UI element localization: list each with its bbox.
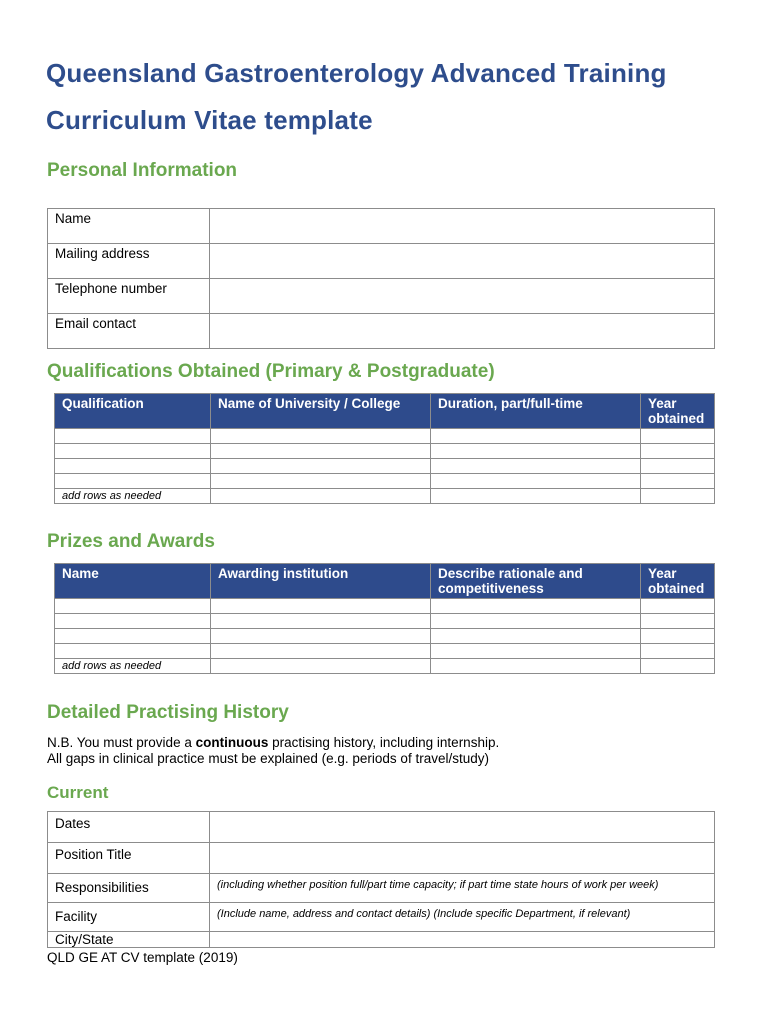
current-heading: Current <box>47 783 109 802</box>
table-row <box>48 279 715 314</box>
table-header-row <box>55 394 715 429</box>
table-cell[interactable] <box>431 459 641 474</box>
table-cell[interactable] <box>641 459 715 474</box>
table-row <box>55 459 715 474</box>
column-header: Year obtained <box>641 564 715 599</box>
history-note-text: N.B. You must provide a <box>47 735 196 750</box>
column-header: Duration, part/full-time <box>431 394 641 429</box>
table-cell[interactable] <box>431 629 641 644</box>
field-label: Mailing address <box>48 244 210 279</box>
document-subtitle: Curriculum Vitae template <box>46 105 373 135</box>
table-cell[interactable] <box>431 644 641 659</box>
mailing-address-field[interactable] <box>210 244 715 279</box>
history-note-emphasis: continuous <box>195 735 269 750</box>
table-cell[interactable] <box>55 444 211 459</box>
table-cell[interactable] <box>431 599 641 614</box>
column-header: Year obtained <box>641 394 715 429</box>
document-title: Queensland Gastroenterology Advanced Training <box>46 58 667 88</box>
table-row <box>48 932 715 948</box>
table-row <box>48 874 715 903</box>
table-row <box>55 474 715 489</box>
personal-information-heading: Personal Information <box>47 160 238 181</box>
add-rows-note: add rows as needed <box>55 659 211 674</box>
column-header: Qualification <box>55 394 211 429</box>
table-cell[interactable] <box>641 474 715 489</box>
table-row <box>55 429 715 444</box>
table-cell[interactable] <box>55 459 211 474</box>
qualifications-table <box>54 393 715 504</box>
add-rows-note: add rows as needed <box>55 489 211 504</box>
column-header: Name <box>55 564 211 599</box>
table-cell[interactable] <box>641 444 715 459</box>
prizes-heading: Prizes and Awards <box>47 531 215 552</box>
table-row <box>48 314 715 349</box>
current-position-table <box>47 811 715 948</box>
table-cell[interactable] <box>211 474 431 489</box>
facility-field[interactable]: (Include name, address and contact details) (Include specific Department, if relevant) <box>210 903 715 932</box>
history-note <box>47 735 499 767</box>
table-cell[interactable] <box>431 444 641 459</box>
table-row <box>48 843 715 874</box>
column-header: Describe rationale and competitiveness <box>431 564 641 599</box>
prizes-table <box>54 563 715 674</box>
table-row <box>55 644 715 659</box>
table-cell[interactable] <box>55 429 211 444</box>
table-cell[interactable] <box>431 429 641 444</box>
field-label: Email contact <box>48 314 210 349</box>
field-label: City/State <box>48 932 210 948</box>
table-cell[interactable] <box>431 614 641 629</box>
responsibilities-field[interactable]: (including whether position full/part time capacity; if part time state hours of work per week) <box>210 874 715 903</box>
field-label: Name <box>48 209 210 244</box>
column-header: Awarding institution <box>211 564 431 599</box>
table-row <box>55 614 715 629</box>
name-field[interactable] <box>210 209 715 244</box>
position-title-field[interactable] <box>210 843 715 874</box>
history-gaps-note: All gaps in clinical practice must be explained (e.g. periods of travel/study) <box>47 751 489 766</box>
telephone-field[interactable] <box>210 279 715 314</box>
table-cell[interactable] <box>641 644 715 659</box>
table-cell[interactable] <box>641 629 715 644</box>
practising-history-heading: Detailed Practising History <box>47 702 289 723</box>
table-row <box>48 244 715 279</box>
table-cell[interactable] <box>211 629 431 644</box>
table-cell[interactable] <box>55 474 211 489</box>
table-cell[interactable] <box>641 489 715 504</box>
personal-information-table <box>47 208 715 349</box>
table-row <box>48 903 715 932</box>
column-header: Name of University / College <box>211 394 431 429</box>
field-label: Facility <box>48 903 210 932</box>
field-label: Position Title <box>48 843 210 874</box>
table-row <box>55 629 715 644</box>
table-header-row <box>55 564 715 599</box>
table-row <box>55 599 715 614</box>
table-row <box>55 444 715 459</box>
table-cell[interactable] <box>211 614 431 629</box>
history-note-text: practising history, including internship. <box>268 735 500 750</box>
table-row <box>48 812 715 843</box>
field-label: Dates <box>48 812 210 843</box>
footer: QLD GE AT CV template (2019) <box>47 950 238 965</box>
email-field[interactable] <box>210 314 715 349</box>
table-cell[interactable] <box>211 489 431 504</box>
table-cell[interactable] <box>55 599 211 614</box>
table-cell[interactable] <box>431 489 641 504</box>
table-cell[interactable] <box>431 474 641 489</box>
table-cell[interactable] <box>431 659 641 674</box>
table-row <box>55 659 715 674</box>
city-state-field[interactable] <box>210 932 715 948</box>
table-cell[interactable] <box>211 659 431 674</box>
table-cell[interactable] <box>55 644 211 659</box>
table-cell[interactable] <box>55 614 211 629</box>
table-cell[interactable] <box>55 629 211 644</box>
table-cell[interactable] <box>211 599 431 614</box>
table-cell[interactable] <box>641 659 715 674</box>
table-cell[interactable] <box>641 614 715 629</box>
table-cell[interactable] <box>211 429 431 444</box>
table-cell[interactable] <box>211 459 431 474</box>
table-cell[interactable] <box>211 644 431 659</box>
table-cell[interactable] <box>211 444 431 459</box>
table-cell[interactable] <box>641 429 715 444</box>
table-cell[interactable] <box>641 599 715 614</box>
table-row <box>55 489 715 504</box>
field-label: Responsibilities <box>48 874 210 903</box>
table-row <box>48 209 715 244</box>
field-label: Telephone number <box>48 279 210 314</box>
qualifications-heading: Qualifications Obtained (Primary & Postgraduate) <box>47 361 495 382</box>
dates-field[interactable] <box>210 812 715 843</box>
